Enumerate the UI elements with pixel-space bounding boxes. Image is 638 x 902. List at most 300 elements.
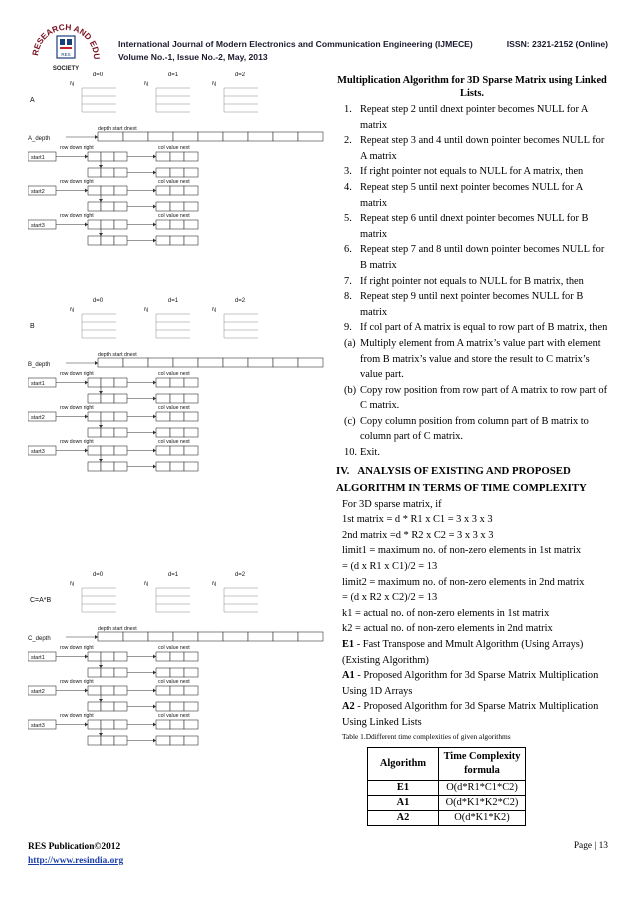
list-cell bbox=[184, 720, 198, 729]
step-number: 7. bbox=[344, 275, 352, 287]
arrow-head bbox=[95, 635, 98, 639]
list-header: row down right bbox=[60, 713, 94, 719]
list-cell bbox=[114, 186, 127, 195]
list-cell bbox=[170, 428, 184, 437]
depth-label: A_depth bbox=[28, 136, 51, 142]
list-cell bbox=[184, 428, 198, 437]
list-cell bbox=[101, 702, 114, 711]
arrow-head bbox=[85, 449, 88, 453]
section-title-line1: ANALYSIS OF EXISTING AND PROPOSED bbox=[357, 464, 571, 477]
list-header: col value next bbox=[158, 179, 190, 185]
arrow-head bbox=[99, 233, 103, 236]
depth-label: B_depth bbox=[28, 362, 51, 368]
step-text: Repeat step 6 until dnext pointer becomes NULL for B matrix bbox=[360, 213, 589, 240]
step-number: 5. bbox=[344, 213, 352, 225]
logo-society: SOCIETY bbox=[52, 66, 80, 72]
step-text: Copy column position from column part of B matrix to column part of C matrix. bbox=[360, 415, 589, 443]
list-cell bbox=[114, 202, 127, 211]
list-cell bbox=[173, 632, 198, 641]
sparse-matrix-figure bbox=[28, 72, 336, 872]
step-text: Exit. bbox=[360, 447, 380, 459]
list-header: col value next bbox=[158, 405, 190, 411]
footer-left bbox=[28, 840, 123, 868]
list-cell bbox=[88, 220, 101, 229]
list-cell bbox=[156, 378, 170, 387]
logo-arc-text: RESEARCH AND EDU bbox=[30, 21, 102, 60]
list-cell bbox=[88, 186, 101, 195]
step-text: If right pointer not equals to NULL for A matrix, then bbox=[360, 166, 584, 178]
d-label: d=2 bbox=[234, 298, 246, 304]
list-header: depth start dnext bbox=[98, 352, 137, 358]
list-cell bbox=[184, 412, 198, 421]
matrix-ij: i\j bbox=[144, 81, 148, 87]
step-text: Repeat step 3 and 4 until down pointer becomes NULL for A matrix bbox=[360, 135, 605, 162]
step-text: Repeat step 2 until dnext pointer becomes NULL for A matrix bbox=[360, 104, 588, 131]
list-cell bbox=[184, 220, 198, 229]
list-cell bbox=[88, 446, 101, 455]
list-cell bbox=[170, 378, 184, 387]
list-cell bbox=[248, 632, 273, 641]
algorithm-title: Multiplication Algorithm for 3D Sparse Matrix using Linked Lists. bbox=[337, 75, 607, 99]
matrix-name: A bbox=[30, 97, 35, 104]
start-label: start1 bbox=[31, 381, 45, 387]
list-cell bbox=[223, 132, 248, 141]
list-cell bbox=[114, 668, 127, 677]
matrix-ij: i\j bbox=[70, 307, 74, 313]
volume-info: Volume No.-1, Issue No.-2, May, 2013 bbox=[118, 52, 268, 62]
arrow-head bbox=[99, 733, 103, 736]
matrix-ij: i\j bbox=[70, 81, 74, 87]
arrow-head bbox=[85, 689, 88, 693]
algorithm-step bbox=[336, 211, 608, 242]
depth-label: C_depth bbox=[28, 636, 51, 642]
matrix-name: C=A*B bbox=[30, 597, 52, 604]
list-cell bbox=[156, 668, 170, 677]
list-cell bbox=[101, 168, 114, 177]
a1-label: A1 bbox=[342, 670, 355, 682]
arrow-head bbox=[153, 671, 156, 675]
list-cell bbox=[156, 152, 170, 161]
d-label: d=1 bbox=[167, 572, 179, 578]
list-cell bbox=[88, 686, 101, 695]
list-cell bbox=[101, 236, 114, 245]
list-cell bbox=[298, 358, 323, 367]
algorithm-step bbox=[336, 414, 608, 445]
table-cell-formula: O(d*K1*K2*C2) bbox=[439, 795, 526, 810]
table-row bbox=[368, 780, 526, 795]
list-cell bbox=[273, 358, 298, 367]
table-cell-alg: A1 bbox=[368, 795, 439, 810]
algorithm-step bbox=[336, 274, 608, 290]
arrow-head bbox=[153, 205, 156, 209]
list-cell bbox=[184, 686, 198, 695]
start-label: start3 bbox=[31, 723, 45, 729]
arrow-head bbox=[95, 361, 98, 365]
start-label: start2 bbox=[31, 689, 45, 695]
list-cell bbox=[101, 202, 114, 211]
d-label: d=0 bbox=[92, 572, 104, 578]
list-cell bbox=[101, 462, 114, 471]
list-cell bbox=[198, 132, 223, 141]
list-cell bbox=[156, 462, 170, 471]
analysis-line: = (d x R2 x C2)/2 = 13 bbox=[342, 592, 438, 604]
list-header: row down right bbox=[60, 405, 94, 411]
algorithm-steps bbox=[336, 102, 608, 461]
list-header: row down right bbox=[60, 645, 94, 651]
footer-url-link[interactable]: http://www.resindia.org bbox=[28, 856, 124, 866]
list-cell bbox=[170, 720, 184, 729]
a1-text: - Proposed Algorithm for 3d Sparse Matrix Multiplication Using 1D Arrays bbox=[342, 670, 599, 697]
list-cell bbox=[156, 412, 170, 421]
algorithm-step bbox=[336, 289, 608, 320]
section-number: IV. bbox=[336, 464, 350, 477]
arrow-head bbox=[153, 431, 156, 435]
list-cell bbox=[114, 686, 127, 695]
list-cell bbox=[173, 132, 198, 141]
d-label: d=2 bbox=[234, 572, 246, 578]
arrow-head bbox=[153, 171, 156, 175]
table-header-row bbox=[368, 747, 526, 780]
list-cell bbox=[114, 412, 127, 421]
step-number: 6. bbox=[344, 244, 352, 256]
start-label: start3 bbox=[31, 449, 45, 455]
list-header: depth start dnext bbox=[98, 626, 137, 632]
list-cell bbox=[173, 358, 198, 367]
list-cell bbox=[170, 168, 184, 177]
arrow-head bbox=[153, 449, 156, 453]
list-cell bbox=[88, 428, 101, 437]
arrow-head bbox=[153, 723, 156, 727]
table-cell-alg: E1 bbox=[368, 780, 439, 795]
list-cell bbox=[114, 446, 127, 455]
list-cell bbox=[88, 378, 101, 387]
list-cell bbox=[88, 652, 101, 661]
step-number: 2. bbox=[344, 135, 352, 147]
list-cell bbox=[156, 202, 170, 211]
list-cell bbox=[88, 736, 101, 745]
arrow-head bbox=[153, 465, 156, 469]
e1-text: - Fast Transpose and Mmult Algorithm (Using Arrays) (Existing Algorithm) bbox=[342, 639, 584, 666]
list-cell bbox=[198, 632, 223, 641]
list-cell bbox=[101, 186, 114, 195]
d-label: d=2 bbox=[234, 72, 246, 78]
list-cell bbox=[170, 702, 184, 711]
algorithm-step bbox=[336, 133, 608, 164]
start-label: start1 bbox=[31, 655, 45, 661]
list-cell bbox=[101, 412, 114, 421]
table-header-complexity: Time Complexity formula bbox=[439, 747, 526, 780]
arrow-head bbox=[153, 415, 156, 419]
arrow-head bbox=[153, 689, 156, 693]
table-row bbox=[368, 795, 526, 810]
arrow-head bbox=[99, 391, 103, 394]
list-cell bbox=[156, 220, 170, 229]
arrow-head bbox=[85, 381, 88, 385]
list-cell bbox=[98, 632, 123, 641]
list-cell bbox=[148, 358, 173, 367]
matrix-ij: i\j bbox=[144, 581, 148, 587]
list-cell bbox=[298, 132, 323, 141]
algorithm-step bbox=[336, 164, 608, 180]
list-cell bbox=[273, 132, 298, 141]
list-cell bbox=[184, 702, 198, 711]
list-cell bbox=[101, 220, 114, 229]
section-heading bbox=[336, 463, 608, 480]
list-header: row down right bbox=[60, 179, 94, 185]
algorithm-step bbox=[336, 336, 608, 383]
step-number: 10. bbox=[344, 447, 357, 459]
arrow-head bbox=[153, 155, 156, 159]
list-cell bbox=[101, 446, 114, 455]
step-text: Repeat step 7 and 8 until down pointer becomes NULL for B matrix bbox=[360, 244, 605, 271]
list-cell bbox=[170, 652, 184, 661]
a2-label: A2 bbox=[342, 701, 355, 713]
a2-text: - Proposed Algorithm for 3d Sparse Matrix Multiplication Using Linked Lists bbox=[342, 701, 599, 728]
list-cell bbox=[223, 358, 248, 367]
d-label: d=1 bbox=[167, 72, 179, 78]
start-label: start2 bbox=[31, 415, 45, 421]
analysis-line: limit2 = maximum no. of non-zero elements in 2nd matrix bbox=[342, 576, 585, 588]
table-cell-alg: A2 bbox=[368, 810, 439, 825]
list-header: row down right bbox=[60, 439, 94, 445]
list-header: row down right bbox=[60, 371, 94, 377]
list-cell bbox=[101, 394, 114, 403]
list-cell bbox=[223, 632, 248, 641]
list-cell bbox=[114, 152, 127, 161]
list-cell bbox=[88, 152, 101, 161]
list-cell bbox=[114, 720, 127, 729]
arrow-head bbox=[95, 135, 98, 139]
step-text: If right pointer not equals to NULL for B matrix, then bbox=[360, 275, 584, 287]
list-header: row down right bbox=[60, 679, 94, 685]
arrow-head bbox=[153, 239, 156, 243]
list-cell bbox=[88, 702, 101, 711]
list-cell bbox=[88, 412, 101, 421]
matrix-ij: i\j bbox=[212, 81, 216, 87]
algorithm-step bbox=[336, 242, 608, 273]
list-cell bbox=[170, 394, 184, 403]
analysis-line: 2nd matrix =d * R2 x C2 = 3 x 3 x 3 bbox=[342, 529, 494, 541]
list-cell bbox=[170, 462, 184, 471]
a2-definition bbox=[336, 699, 608, 730]
algorithm-step bbox=[336, 320, 608, 336]
list-cell bbox=[184, 652, 198, 661]
list-header: col value next bbox=[158, 439, 190, 445]
table-caption: Table 1.Ddifferent time complexities of given algorithms bbox=[342, 731, 511, 741]
list-cell bbox=[88, 236, 101, 245]
list-cell bbox=[123, 632, 148, 641]
list-cell bbox=[123, 358, 148, 367]
list-cell bbox=[170, 236, 184, 245]
page-header bbox=[118, 38, 608, 64]
list-cell bbox=[114, 462, 127, 471]
step-number: 9. bbox=[344, 322, 352, 334]
list-cell bbox=[114, 236, 127, 245]
matrix-name: B bbox=[30, 323, 35, 330]
list-cell bbox=[298, 632, 323, 641]
list-cell bbox=[101, 652, 114, 661]
arrow-head bbox=[153, 223, 156, 227]
list-cell bbox=[114, 428, 127, 437]
table-row bbox=[368, 810, 526, 825]
list-cell bbox=[156, 702, 170, 711]
list-cell bbox=[156, 236, 170, 245]
list-cell bbox=[170, 446, 184, 455]
step-number: 8. bbox=[344, 291, 352, 303]
step-number: (b) bbox=[344, 384, 357, 396]
algorithm-step bbox=[336, 383, 608, 414]
list-cell bbox=[184, 736, 198, 745]
step-text: Repeat step 5 until next pointer becomes NULL for A matrix bbox=[360, 181, 583, 209]
list-header: row down right bbox=[60, 213, 94, 219]
list-cell bbox=[248, 358, 273, 367]
list-cell bbox=[156, 428, 170, 437]
list-cell bbox=[184, 394, 198, 403]
arrow-head bbox=[153, 739, 156, 743]
list-cell bbox=[184, 202, 198, 211]
list-cell bbox=[170, 736, 184, 745]
start-label: start3 bbox=[31, 223, 45, 229]
step-text: If col part of A matrix is equal to row part of B matrix, then bbox=[360, 322, 608, 334]
step-number: (c) bbox=[344, 415, 356, 427]
list-cell bbox=[273, 632, 298, 641]
list-cell bbox=[156, 686, 170, 695]
list-header: col value next bbox=[158, 713, 190, 719]
list-cell bbox=[98, 132, 123, 141]
list-cell bbox=[88, 202, 101, 211]
list-header: col value next bbox=[158, 679, 190, 685]
analysis-line: limit1 = maximum no. of non-zero elements in 1st matrix bbox=[342, 545, 582, 557]
list-cell bbox=[156, 720, 170, 729]
list-cell bbox=[156, 394, 170, 403]
analysis-line: 1st matrix = d * R1 x C1 = 3 x 3 x 3 bbox=[342, 514, 493, 526]
footer-publication: RES Publication©2012 bbox=[28, 842, 121, 852]
list-cell bbox=[248, 132, 273, 141]
list-cell bbox=[198, 358, 223, 367]
matrix-ij: i\j bbox=[212, 581, 216, 587]
table-cell-formula: O(d*K1*K2) bbox=[439, 810, 526, 825]
arrow-head bbox=[99, 165, 103, 168]
list-cell bbox=[184, 236, 198, 245]
list-cell bbox=[184, 152, 198, 161]
arrow-head bbox=[99, 665, 103, 668]
d-label: d=0 bbox=[92, 72, 104, 78]
matrix-ij: i\j bbox=[70, 581, 74, 587]
list-cell bbox=[170, 186, 184, 195]
list-header: col value next bbox=[158, 213, 190, 219]
e1-definition bbox=[336, 637, 608, 668]
list-cell bbox=[114, 702, 127, 711]
step-number: (a) bbox=[344, 337, 356, 349]
step-text: Repeat step 9 until next pointer becomes NULL for B matrix bbox=[360, 291, 584, 318]
list-cell bbox=[101, 720, 114, 729]
analysis-line: k2 = actual no. of non-zero elements in 2nd matrix bbox=[342, 623, 553, 635]
list-cell bbox=[170, 152, 184, 161]
table-header-algorithm: Algorithm bbox=[368, 747, 439, 780]
list-cell bbox=[170, 686, 184, 695]
arrow-head bbox=[85, 723, 88, 727]
list-cell bbox=[156, 652, 170, 661]
matrix-ij: i\j bbox=[144, 307, 148, 313]
list-cell bbox=[114, 378, 127, 387]
algorithm-step bbox=[336, 102, 608, 133]
list-cell bbox=[148, 132, 173, 141]
list-cell bbox=[101, 736, 114, 745]
arrow-head bbox=[99, 459, 103, 462]
list-cell bbox=[114, 168, 127, 177]
list-cell bbox=[123, 132, 148, 141]
step-text: Copy row position from row part of A matrix to row part of C matrix. bbox=[360, 384, 608, 412]
d-label: d=1 bbox=[167, 298, 179, 304]
list-header: col value next bbox=[158, 145, 190, 151]
start-label: start1 bbox=[31, 155, 45, 161]
list-cell bbox=[88, 462, 101, 471]
arrow-head bbox=[99, 699, 103, 702]
list-cell bbox=[170, 412, 184, 421]
arrow-head bbox=[85, 223, 88, 227]
issn: ISSN: 2321-2152 (Online) bbox=[506, 39, 608, 49]
list-cell bbox=[184, 378, 198, 387]
analysis-line: = (d x R1 x C1)/2 = 13 bbox=[342, 561, 438, 573]
list-cell bbox=[184, 462, 198, 471]
list-cell bbox=[98, 358, 123, 367]
list-cell bbox=[156, 186, 170, 195]
list-header: depth start dnext bbox=[98, 126, 137, 132]
analysis-line: k1 = actual no. of non-zero elements in 1st matrix bbox=[342, 607, 550, 619]
list-header: col value next bbox=[158, 645, 190, 651]
analysis-line: For 3D sparse matrix, if bbox=[342, 498, 442, 510]
step-number: 4. bbox=[344, 181, 352, 193]
d-label: d=0 bbox=[92, 298, 104, 304]
list-cell bbox=[114, 394, 127, 403]
arrow-head bbox=[153, 655, 156, 659]
list-cell bbox=[101, 668, 114, 677]
arrow-head bbox=[85, 415, 88, 419]
arrow-head bbox=[85, 155, 88, 159]
arrow-head bbox=[99, 425, 103, 428]
list-cell bbox=[156, 168, 170, 177]
list-cell bbox=[184, 186, 198, 195]
list-cell bbox=[114, 220, 127, 229]
list-cell bbox=[148, 632, 173, 641]
list-cell bbox=[156, 736, 170, 745]
start-label: start2 bbox=[31, 189, 45, 195]
list-cell bbox=[184, 446, 198, 455]
list-cell bbox=[101, 152, 114, 161]
a1-definition bbox=[336, 668, 608, 699]
list-cell bbox=[114, 736, 127, 745]
page-number: Page | 13 bbox=[573, 841, 608, 851]
list-header: row down right bbox=[60, 145, 94, 151]
list-cell bbox=[88, 394, 101, 403]
step-number: 3. bbox=[344, 166, 352, 178]
matrix-ij: i\j bbox=[212, 307, 216, 313]
arrow-head bbox=[153, 705, 156, 709]
journal-logo bbox=[30, 14, 102, 80]
arrow-head bbox=[153, 381, 156, 385]
right-column bbox=[336, 74, 608, 826]
list-cell bbox=[88, 668, 101, 677]
step-number: 1. bbox=[344, 104, 352, 115]
complexity-table bbox=[367, 747, 526, 826]
list-cell bbox=[101, 378, 114, 387]
list-cell bbox=[170, 220, 184, 229]
e1-label: E1 bbox=[342, 639, 355, 650]
step-text: Multiply element from A matrix’s value part with element from B matrix’s value and store the result to C matrix’s value part. bbox=[360, 337, 601, 381]
list-cell bbox=[184, 668, 198, 677]
logo-res: RES bbox=[61, 52, 71, 57]
section-title-line2: ALGORITHM IN TERMS OF TIME COMPLEXITY bbox=[336, 481, 587, 494]
